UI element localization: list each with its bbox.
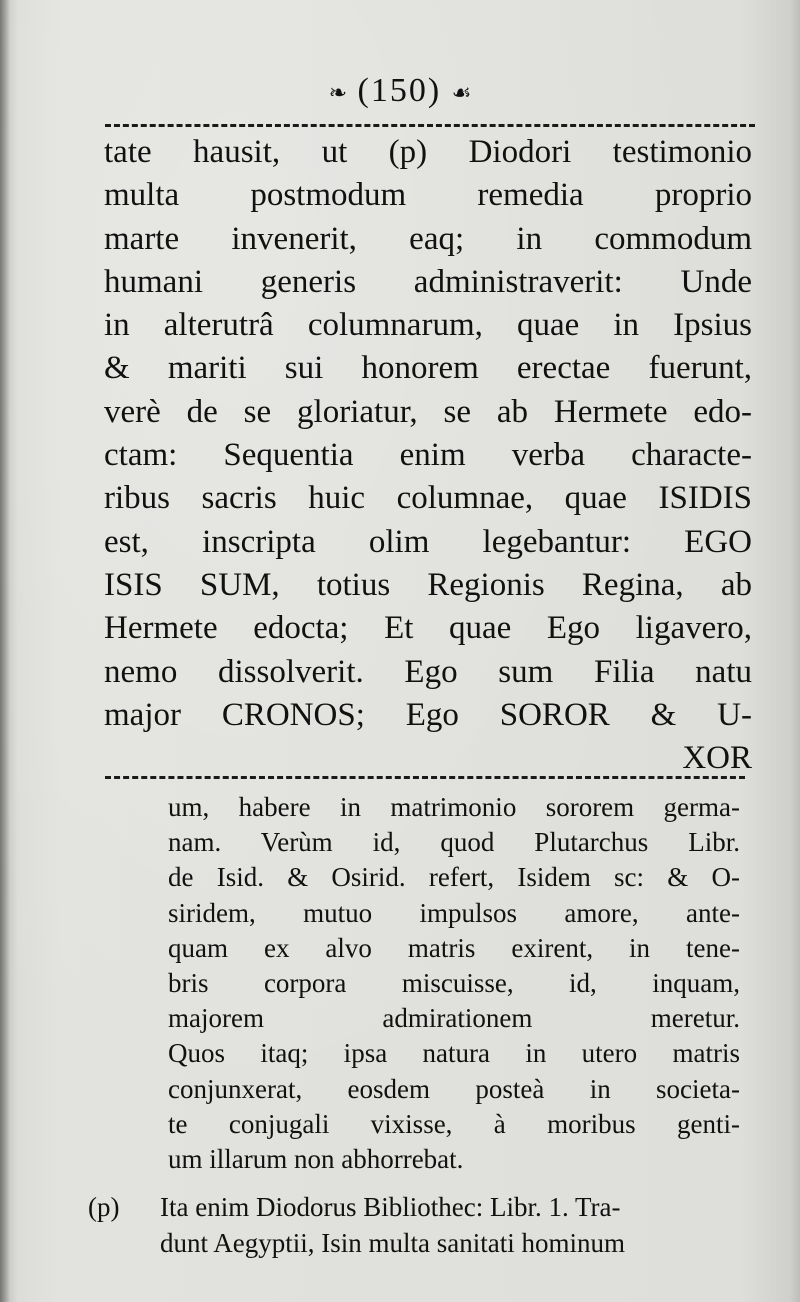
footnote-line: Quos itaq; ipsa natura in utero matris xyxy=(168,1038,740,1069)
footnote-p-line xyxy=(88,1189,738,1225)
main-text-line: verè de se gloriatur, se ab Hermete edo- xyxy=(104,393,752,430)
ornament-right: ☙ xyxy=(451,80,472,106)
main-text-line: in alterutrâ columnarum, quae in Ipsius xyxy=(104,307,752,344)
main-text-line: Hermete edocta; Et quae Ego ligavero, xyxy=(104,610,752,647)
footnote-line: um illarum non abhorrebat. xyxy=(168,1143,464,1174)
footnote-line: majorem admirationem meretur. xyxy=(168,1003,740,1034)
main-text-line: ctam: Sequentia enim verba characte- xyxy=(104,437,752,474)
ornament-left: ❧ xyxy=(328,80,348,106)
main-text-line: & mariti sui honorem erectae fuerunt, xyxy=(104,350,752,387)
page-gutter-shadow xyxy=(0,0,10,1302)
main-text-line: major CRONOS; Ego SOROR & U- xyxy=(104,696,752,733)
main-text-line: humani generis administraverit: Unde xyxy=(104,263,752,300)
main-text-line: nemo dissolverit. Ego sum Filia natu xyxy=(104,653,752,690)
footnote-p-marker: (p) xyxy=(88,1192,120,1222)
main-text-line: est, inscripta olim legebantur: EGO xyxy=(104,523,752,560)
footnote-block xyxy=(168,790,740,1177)
footnote-p-text: Ita enim Diodorus Bibliothec: Libr. 1. Tra- xyxy=(160,1192,621,1222)
footnote-line: nam. Verùm id, quod Plutarchus Libr. xyxy=(168,827,740,858)
footnote-line: siridem, mutuo impulsos amore, ante- xyxy=(168,897,740,928)
page-number: (150) xyxy=(357,72,442,109)
footnote-p-line: dunt Aegyptii, Isin multa sanitati hominum xyxy=(160,1228,625,1258)
main-text-line: XOR xyxy=(682,740,752,777)
footnote-line: quam ex alvo matris exirent, in tene- xyxy=(168,932,740,963)
main-text-line: tate hausit, ut (p) Diodori testimonio xyxy=(104,134,752,170)
footnote-p xyxy=(88,1189,738,1261)
footnote-line: de Isid. & Osirid. refert, Isidem sc: & O- xyxy=(168,862,740,893)
footnote-line: bris corpora miscuisse, id, inquam, xyxy=(168,967,740,998)
footnote-rule xyxy=(105,776,745,779)
main-text-block xyxy=(104,131,752,780)
page-header xyxy=(0,72,800,110)
main-text-line: marte invenerit, eaq; in commodum xyxy=(104,220,752,257)
main-text-line: ISIS SUM, totius Regionis Regina, ab xyxy=(104,566,752,603)
main-text-line: multa postmodum remedia proprio xyxy=(104,177,752,214)
footnote-line: te conjugali vixisse, à moribus genti- xyxy=(168,1108,740,1139)
header-rule xyxy=(105,124,755,127)
main-text-line: ribus sacris huic columnae, quae ISIDIS xyxy=(104,480,752,517)
footnote-line: conjunxerat, eosdem posteà in societa- xyxy=(168,1073,740,1104)
footnote-line: um, habere in matrimonio sororem germa- xyxy=(168,792,740,822)
